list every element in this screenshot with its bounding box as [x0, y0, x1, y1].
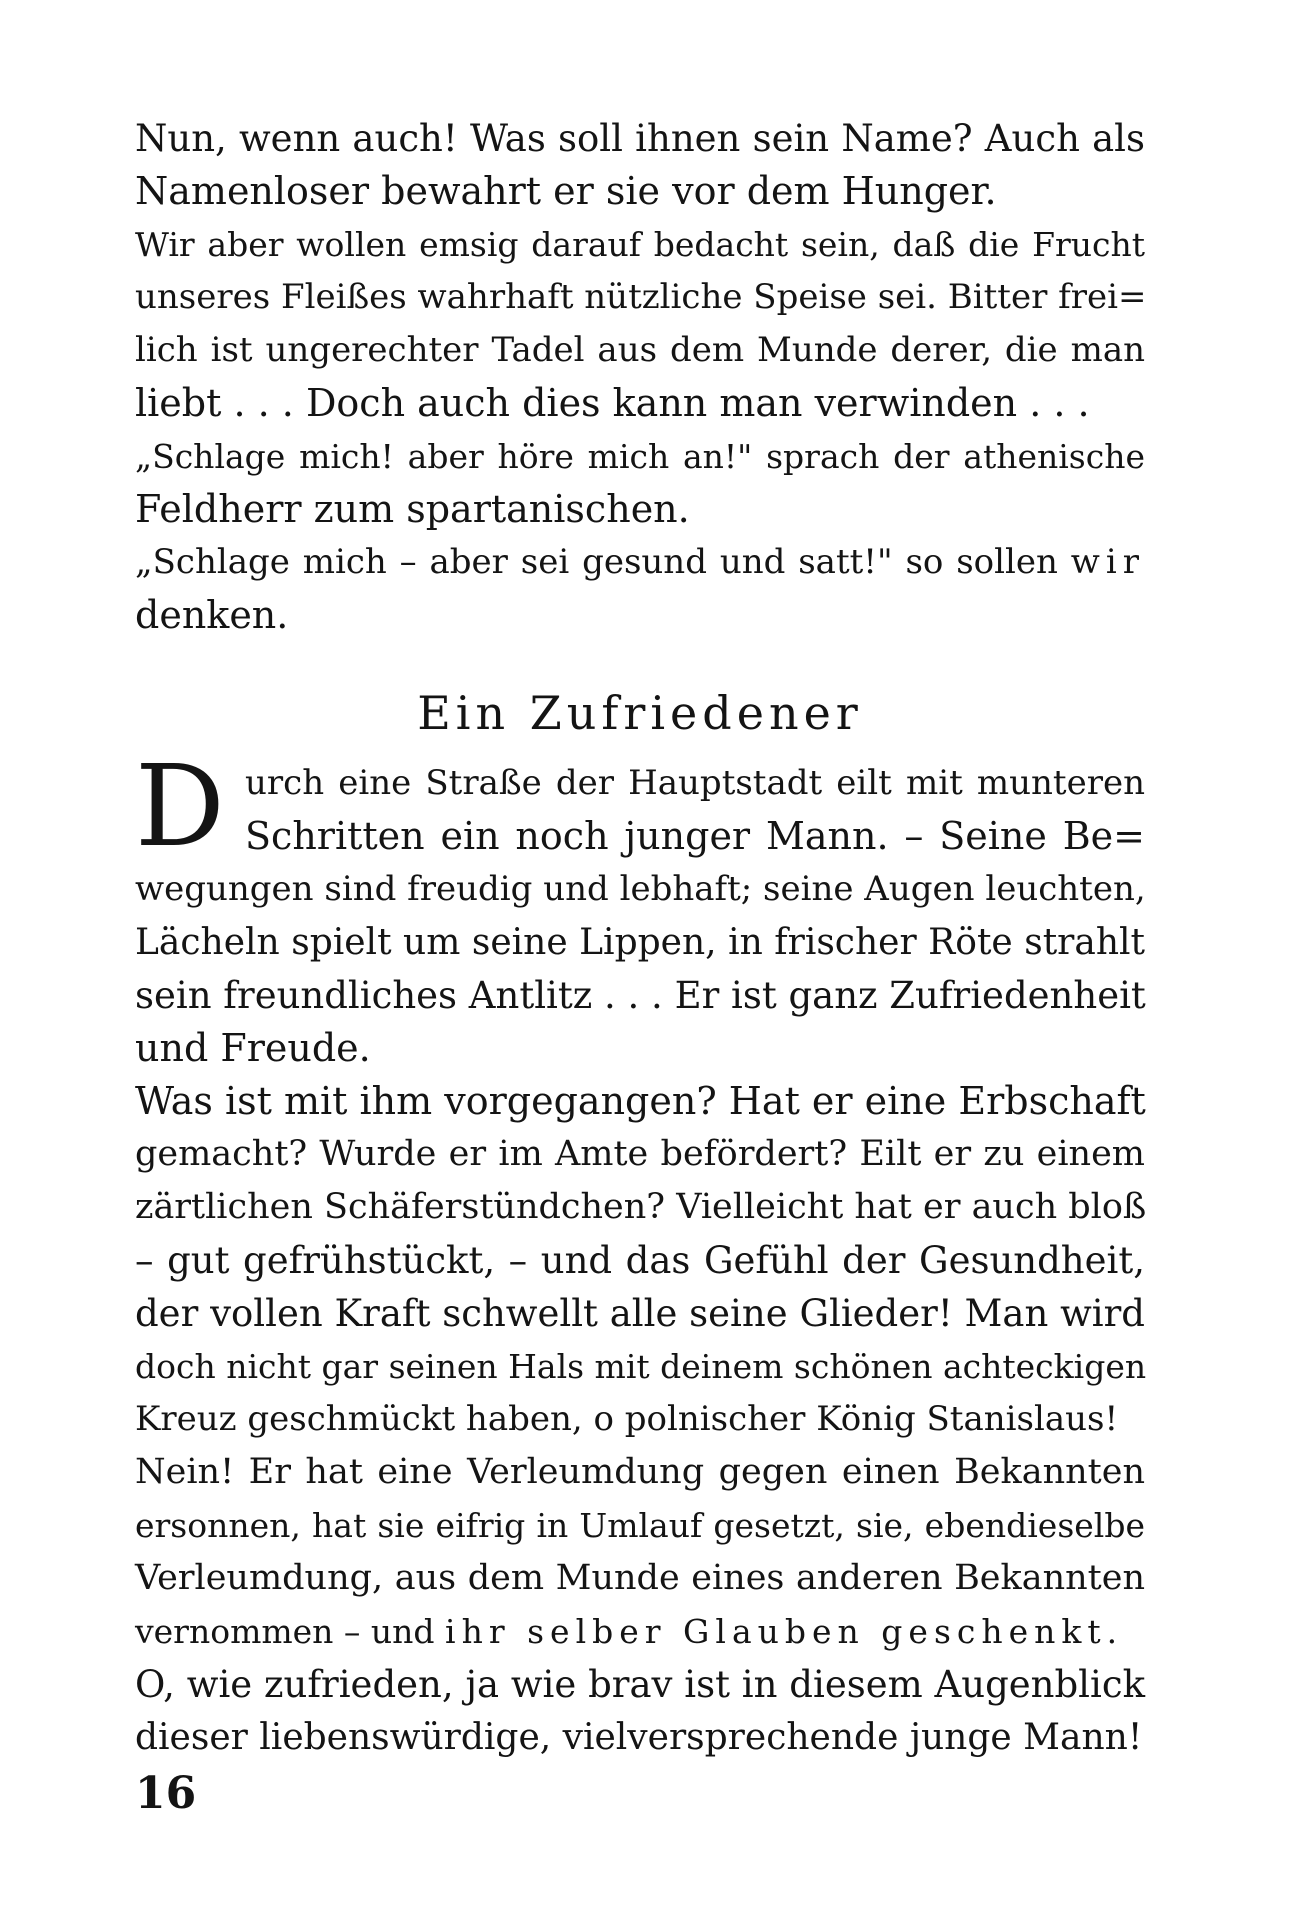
- text-line: Kreuz geschmückt haben, o polnischer König Stanislaus!: [135, 1399, 1119, 1439]
- text-segment: vernommen – und: [135, 1612, 446, 1651]
- text-line: ersonnen, hat sie eifrig in Umlauf gesetzt, sie, ebendieselbe: [135, 1506, 1145, 1545]
- text-line: lich ist ungerechter Tadel aus dem Munde derer, die man: [135, 330, 1145, 370]
- text-line: – gut gefrühstückt, – und das Gefühl der Gesundheit,: [135, 1239, 1145, 1282]
- drop-cap: D: [135, 742, 225, 872]
- text-line: der vollen Kraft schwellt alle seine Glieder! Man wird: [135, 1292, 1145, 1335]
- text-segment: urch eine Straße der Hauptstadt eilt mit munteren: [245, 763, 1145, 803]
- text-line: wegungen sind freudig und lebhaft; seine Augen leuchten,: [135, 869, 1146, 909]
- text-line: [135, 1605, 1145, 1658]
- text-line: und Freude.: [135, 1026, 371, 1070]
- text-line: Namenloser bewahrt er sie vor dem Hunger.: [135, 169, 997, 213]
- text-line: unseres Fleißes wahrhaft nützliche Speise sei. Bitter frei=: [135, 277, 1147, 317]
- text-line: „Schlage mich! aber höre mich an!" sprach der athenische: [135, 437, 1145, 476]
- emphasized-phrase: ihr selber Glauben geschenkt.: [445, 1612, 1124, 1651]
- text-line: doch nicht gar seinen Hals mit deinem schönen achteckigen: [135, 1347, 1147, 1386]
- text-line: Lächeln spielt um seine Lippen, in frischer Röte strahlt: [135, 922, 1145, 963]
- main-text-block: [135, 742, 1147, 1764]
- text-line: denken.: [135, 593, 289, 637]
- text-line: sein freundliches Antlitz . . . Er ist ganz Zufriedenheit: [135, 974, 1146, 1017]
- text-line: zärtlichen Schäferstündchen? Vielleicht hat er auch bloß: [135, 1187, 1147, 1227]
- text-line: [135, 536, 1145, 589]
- text-line: Verleumdung, aus dem Munde eines anderen Bekannten: [135, 1558, 1145, 1598]
- text-line: dieser liebenswürdige, vielversprechende junge Mann!: [135, 1717, 1143, 1758]
- text-line: Nein! Er hat eine Verleumdung gegen einen Bekannten: [135, 1452, 1145, 1492]
- text-line: Schritten ein noch junger Mann. – Seine Be=: [245, 814, 1145, 858]
- top-text-block: [135, 112, 1145, 642]
- text-line: Wir aber wollen emsig darauf bedacht sein, daß die Frucht: [135, 225, 1145, 264]
- emphasized-word: wir: [1070, 542, 1145, 582]
- text-line: Nun, wenn auch! Was soll ihnen sein Name? Auch als: [135, 117, 1145, 160]
- page-number: 16: [135, 1768, 197, 1819]
- text-segment: „Schlage mich – aber sei gesund und satt!" so sollen: [135, 542, 1071, 582]
- text-line: O, wie zufrieden, ja wie brav ist in diesem Augenblick: [135, 1663, 1145, 1706]
- text-line: Feldherr zum spartanischen.: [135, 487, 690, 531]
- text-line: gemacht? Wurde er im Amte befördert? Eilt er zu einem: [135, 1134, 1145, 1174]
- text-line: liebt . . . Doch auch dies kann man verwinden . . .: [135, 381, 1090, 425]
- section-heading: Ein Zufriedener: [417, 686, 863, 740]
- text-line: Was ist mit ihm vorgegangen? Hat er eine Erbschaft: [135, 1079, 1146, 1123]
